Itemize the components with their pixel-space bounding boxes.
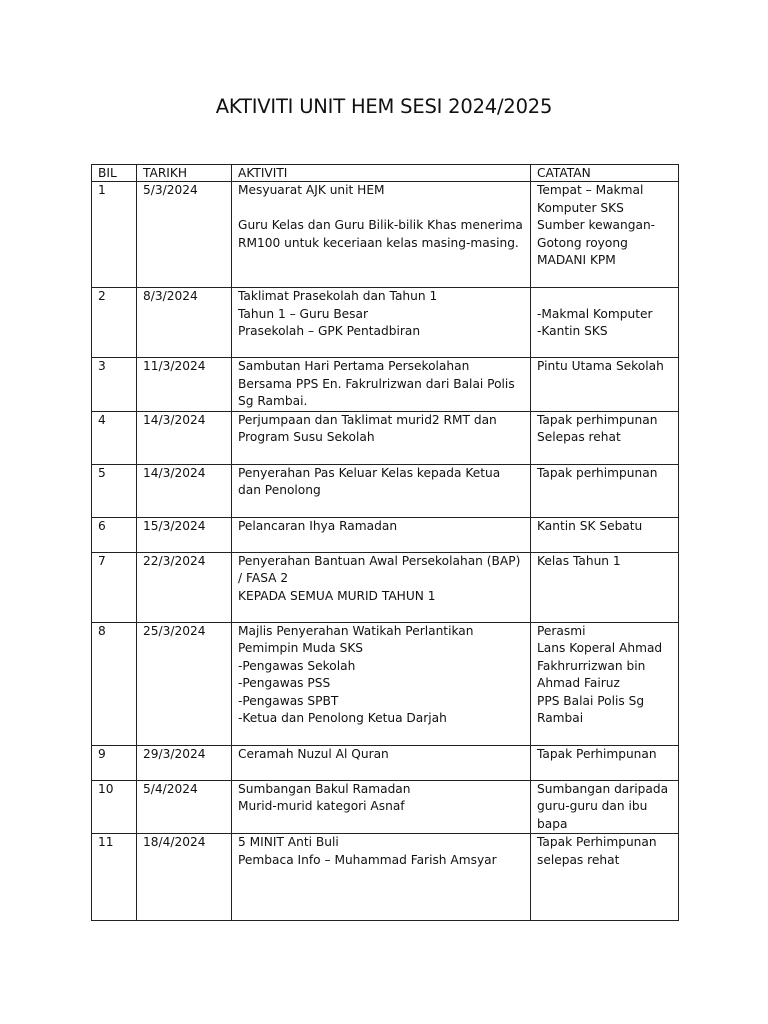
- cell-aktiviti: Pelancaran Ihya Ramadan: [232, 517, 531, 552]
- table-row: [92, 622, 679, 745]
- cell-aktiviti: 5 MINIT Anti Buli Pembaca Info – Muhammad Farish Amsyar: [232, 834, 531, 921]
- cell-catatan: Sumbangan daripada guru-guru dan ibu bapa: [531, 780, 679, 834]
- cell-catatan: Tempat – Makmal Komputer SKS Sumber kewangan-Gotong royong MADANI KPM: [531, 182, 679, 288]
- cell-tarikh: 14/3/2024: [137, 464, 232, 517]
- cell-aktiviti: Ceramah Nuzul Al Quran: [232, 745, 531, 780]
- cell-tarikh: 8/3/2024: [137, 288, 232, 358]
- table-row: [92, 182, 679, 288]
- cell-aktiviti: Sambutan Hari Pertama Persekolahan Bersama PPS En. Fakrulrizwan dari Balai Polis Sg Rambai.: [232, 358, 531, 412]
- cell-catatan: Perasmi Lans Koperal Ahmad Fakhrurrizwan bin Ahmad Fairuz PPS Balai Polis Sg Rambai: [531, 622, 679, 745]
- table-row: [92, 288, 679, 358]
- table-row: [92, 552, 679, 622]
- header-tarikh: TARIKH: [137, 165, 232, 182]
- activity-table: [91, 164, 679, 921]
- cell-catatan: Tapak Perhimpunan selepas rehat: [531, 834, 679, 921]
- table-row: [92, 745, 679, 780]
- cell-bil: 5: [92, 464, 137, 517]
- cell-bil: 1: [92, 182, 137, 288]
- cell-tarikh: 15/3/2024: [137, 517, 232, 552]
- cell-aktiviti: Perjumpaan dan Taklimat murid2 RMT dan Program Susu Sekolah: [232, 411, 531, 464]
- cell-tarikh: 14/3/2024: [137, 411, 232, 464]
- cell-bil: 7: [92, 552, 137, 622]
- cell-tarikh: 25/3/2024: [137, 622, 232, 745]
- table-row: [92, 780, 679, 834]
- cell-aktiviti: Sumbangan Bakul Ramadan Murid-murid kategori Asnaf: [232, 780, 531, 834]
- cell-bil: 2: [92, 288, 137, 358]
- cell-tarikh: 22/3/2024: [137, 552, 232, 622]
- cell-bil: 4: [92, 411, 137, 464]
- cell-tarikh: 29/3/2024: [137, 745, 232, 780]
- table-row: [92, 411, 679, 464]
- table-row: [92, 834, 679, 921]
- cell-bil: 3: [92, 358, 137, 412]
- cell-tarikh: 5/4/2024: [137, 780, 232, 834]
- header-aktiviti: AKTIVITI: [232, 165, 531, 182]
- cell-bil: 10: [92, 780, 137, 834]
- cell-bil: 11: [92, 834, 137, 921]
- table-row: [92, 517, 679, 552]
- cell-catatan: Tapak Perhimpunan: [531, 745, 679, 780]
- cell-aktiviti: Majlis Penyerahan Watikah Perlantikan Pemimpin Muda SKS -Pengawas Sekolah -Pengawas PSS -Pengawas SPBT -Ketua dan Penolong Ketua Darjah: [232, 622, 531, 745]
- cell-aktiviti: Penyerahan Pas Keluar Kelas kepada Ketua dan Penolong: [232, 464, 531, 517]
- cell-catatan: Kantin SK Sebatu: [531, 517, 679, 552]
- table-row: [92, 358, 679, 412]
- cell-catatan: Tapak perhimpunan: [531, 464, 679, 517]
- cell-aktiviti: Mesyuarat AJK unit HEM Guru Kelas dan Guru Bilik-bilik Khas menerima RM100 untuk keceriaan kelas masing-masing.: [232, 182, 531, 288]
- table-header-row: [92, 165, 679, 182]
- cell-catatan: Tapak perhimpunan Selepas rehat: [531, 411, 679, 464]
- cell-tarikh: 5/3/2024: [137, 182, 232, 288]
- cell-catatan: Pintu Utama Sekolah: [531, 358, 679, 412]
- cell-bil: 9: [92, 745, 137, 780]
- cell-bil: 8: [92, 622, 137, 745]
- table-row: [92, 464, 679, 517]
- cell-aktiviti: Taklimat Prasekolah dan Tahun 1 Tahun 1 – Guru Besar Prasekolah – GPK Pentadbiran: [232, 288, 531, 358]
- page-title: AKTIVITI UNIT HEM SESI 2024/2025: [215, 95, 553, 118]
- cell-tarikh: 11/3/2024: [137, 358, 232, 412]
- cell-catatan: -Makmal Komputer -Kantin SKS: [531, 288, 679, 358]
- header-bil: BIL: [92, 165, 137, 182]
- cell-aktiviti: Penyerahan Bantuan Awal Persekolahan (BAP) / FASA 2 KEPADA SEMUA MURID TAHUN 1: [232, 552, 531, 622]
- header-catatan: CATATAN: [531, 165, 679, 182]
- cell-bil: 6: [92, 517, 137, 552]
- cell-catatan: Kelas Tahun 1: [531, 552, 679, 622]
- cell-tarikh: 18/4/2024: [137, 834, 232, 921]
